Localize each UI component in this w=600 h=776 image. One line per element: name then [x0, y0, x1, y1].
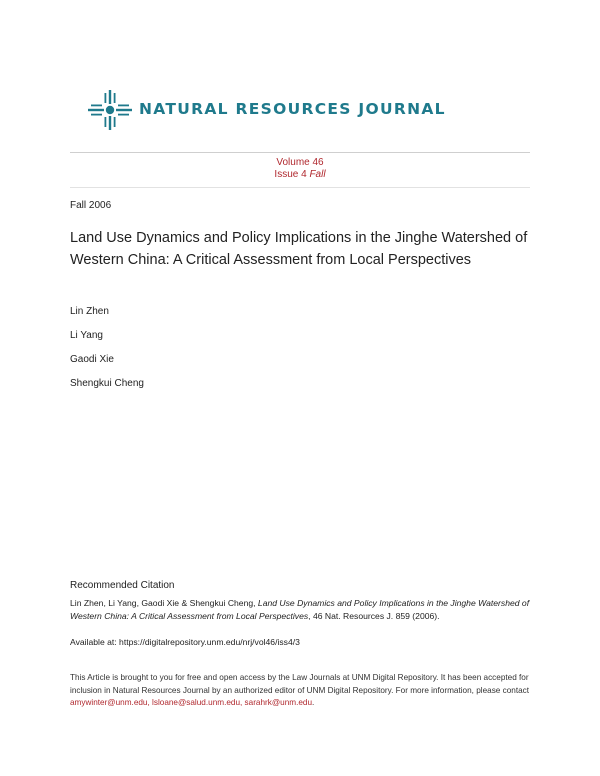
citation-title: Land Use Dynamics and Policy Implications in the Jinghe Watershed of Western China: A Critical Assessment from Local Perspectives — [70, 598, 530, 621]
author-name: Shengkui Cheng — [70, 378, 144, 389]
issue-label — [0, 169, 600, 181]
article-title: Land Use Dynamics and Policy Implications in the Jinghe Watershed of Western China: A Critical Assessment from Local Perspectives — [70, 230, 528, 268]
access-notice — [70, 672, 540, 710]
journal-logo — [88, 90, 446, 130]
access-notice-text: This Article is brought to you for free and open access by the Law Journals at UNM Digital Repository. It has been accepted for inclusion in Natural Resources Journal by an authorized editor of UNM Digital Repository. For more information, please contact — [70, 673, 530, 695]
citation-url[interactable]: Available at: https://digitalrepository.unm.edu/nrj/vol46/iss4/3 — [70, 637, 300, 647]
access-notice-end: . — [312, 698, 315, 707]
author-name: Lin Zhen — [70, 306, 109, 317]
issue-number: Issue 4 — [274, 168, 307, 180]
citation-authors: Lin Zhen, Li Yang, Gaodi Xie & Shengkui Cheng, — [70, 598, 258, 608]
author-name: Gaodi Xie — [70, 354, 114, 365]
recommended-citation-heading: Recommended Citation — [70, 580, 175, 591]
contact-email-links[interactable]: amywinter@unm.edu, lsloane@salud.unm.edu, sarahrk@unm.edu — [70, 698, 313, 707]
issue-season: Fall — [309, 168, 326, 180]
citation-text — [70, 597, 530, 623]
issue-info — [0, 157, 600, 180]
author-name: Li Yang — [70, 330, 103, 341]
zia-sun-icon — [88, 90, 132, 130]
issue-divider — [70, 187, 530, 188]
volume-label: Volume 46 — [276, 157, 324, 168]
journal-name: NATURAL RESOURCES JOURNAL — [139, 100, 446, 118]
header-divider — [70, 152, 530, 153]
publication-date: Fall 2006 — [70, 200, 112, 211]
citation-source: , 46 Nat. Resources J. 859 (2006). — [308, 611, 440, 621]
